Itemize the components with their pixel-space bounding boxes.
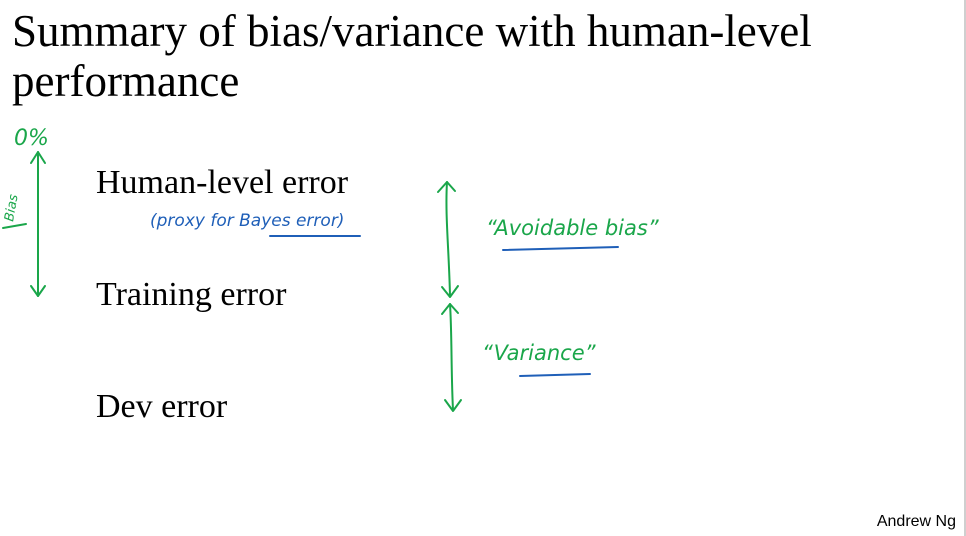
avoidable-bias-label: “Avoidable bias” xyxy=(486,216,659,240)
variance-arrow xyxy=(442,304,461,411)
human-level-error-label: Human-level error xyxy=(96,164,349,201)
proxy-note: (proxy for Bayes error) xyxy=(150,211,345,231)
variance-arrow-head-top xyxy=(442,304,458,314)
variance-underline xyxy=(520,374,590,376)
avoidable-bias-arrow xyxy=(438,182,458,297)
author-credit: Andrew Ng xyxy=(876,513,956,530)
avoidable-bias-underline xyxy=(503,247,618,250)
training-error-label: Training error xyxy=(96,276,287,313)
slide-title: Summary of bias/variance with human-level performance xyxy=(12,6,812,106)
variance-arrow-shaft xyxy=(450,304,453,410)
variance-label: “Variance” xyxy=(482,341,596,365)
bias-underline xyxy=(3,224,26,228)
zero-percent-label: 0% xyxy=(14,126,49,151)
bias-arrow-head-bottom xyxy=(31,286,45,296)
dev-error-label: Dev error xyxy=(96,388,228,425)
variance-arrow-head-bottom xyxy=(445,400,461,411)
avoidable-bias-arrow-head-top xyxy=(438,182,455,192)
bias-annotation xyxy=(3,152,45,296)
bias-label: Bias xyxy=(2,193,22,223)
avoidable-bias-arrow-head-bottom xyxy=(442,286,458,297)
avoidable-bias-arrow-shaft xyxy=(446,182,450,296)
bias-arrow-head-top xyxy=(31,152,45,163)
